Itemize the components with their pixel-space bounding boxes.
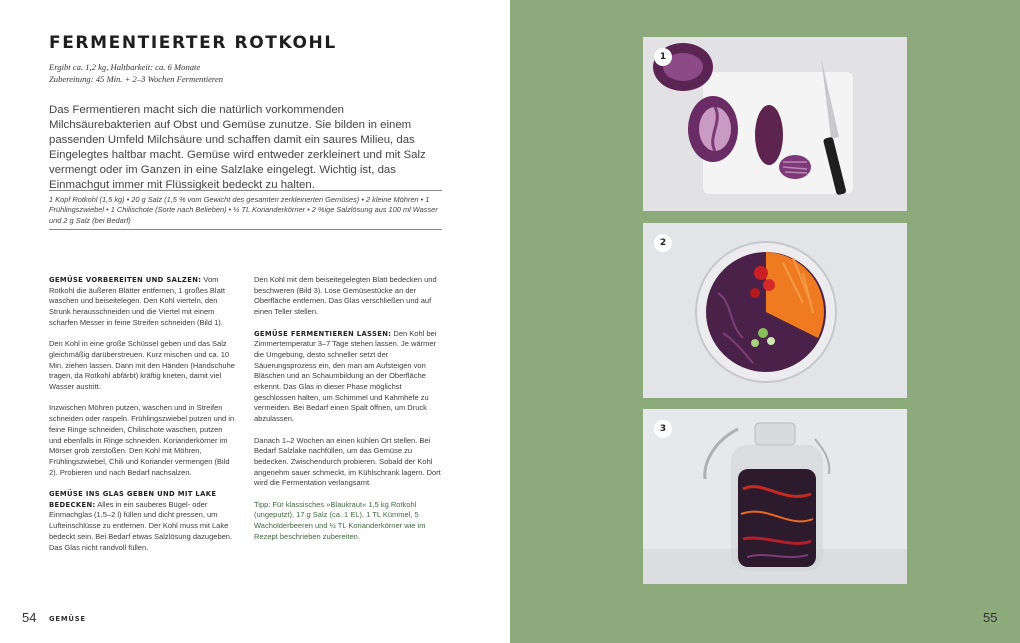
step-knead: Den Kohl in eine große Schüssel geben und das Salz gleichmäßig darüberstreuen. Kurz mischen und ca. 10 Min. ziehen lassen. Dann mit den Händen (Handschuhe tragen, da Rotkohl abfärbt) kräftig kneten, damit viel Wasser austritt.	[49, 339, 235, 392]
recipe-title: FERMENTIERTER ROTKOHL	[49, 33, 337, 53]
fermentation-jar-image	[643, 409, 907, 584]
instructions-column-1	[49, 275, 237, 564]
step-cover: Den Kohl mit dem beiseitegelegten Blatt bedecken und beschweren (Bild 3). Lose Gemüsestücke an der Oberfläche entfernen. Das Glas verschließen und auf einen Teller stellen.	[254, 275, 437, 317]
yield-shelf-life: Ergibt ca. 1,2 kg, Haltbarkeit: ca. 6 Monate	[49, 62, 201, 72]
step-vegetables: Inzwischen Möhren putzen, waschen und in Streifen schneiden oder raspeln. Frühlingszwiebel putzen und in feine Ringe schneiden, Chilischote waschen, putzen und ebenfalls in Ringe schneiden. Korianderkörner im Mörser grob zerstoßen. Den Kohl mit Möhren, Frühlingszwiebel, Chili und Koriander vermengen (Bild 2). Probieren und nach Bedarf nachsalzen.	[49, 403, 235, 477]
photo-badge-3: 3	[654, 420, 672, 438]
instructions-column-2	[254, 275, 442, 553]
recipe-meta	[49, 62, 449, 85]
photo-mixed-vegetables	[643, 223, 907, 398]
photo-jar	[643, 409, 907, 584]
step-ferment	[254, 329, 442, 425]
vegetable-bowl-image	[643, 223, 907, 398]
photo-badge-1: 1	[654, 48, 672, 66]
tip-box: Tipp: Für klassisches »Blaukraut« 1,5 kg Rotkohl (ungeputzt), 17 g Salz (ca. 1 EL), 1 TL Kümmel, 5 Wacholderbeeren und ½ TL Korianderkörner wie im Rezept beschrieben zubereiten.	[254, 499, 426, 541]
page-number-right: 55	[983, 610, 998, 625]
photo-badge-2: 2	[654, 234, 672, 252]
step-text: Den Kohl bei Zimmertemperatur 3–7 Tage stehen lassen. Je wärmer die Umgebung, desto schneller setzt der Säuerungsprozess ein, den man am Aufsteigen von Bläschen und an Schaumbildung an der Oberfläche erkennt. Das Glas in dieser Phase möglichst geschlossen halten, um Schimmel und Kahmhefe zu vermeiden. Bei Bedarf einen Spalt öffnen, um Druck abzulassen.	[254, 328, 437, 424]
ingredients-list: 1 Kopf Rotkohl (1,5 kg) • 20 g Salz (1,5 % vom Gewicht des gesamten zerkleinerten Gemüses) • 2 kleine Möhren • 1 Frühlingszwiebel • 1 Chilischote (Sorte nach Belieben) • ½ TL Korianderkörner • 2 %ige Salzlösung aus 100 ml Wasser und 2 g Salz (bei Bedarf)	[49, 190, 442, 230]
step-heading: GEMÜSE FERMENTIEREN LASSEN:	[254, 329, 392, 338]
step-text: Alles in ein sauberes Bügel- oder Einmachglas (1,5–2 l) füllen und dicht pressen, um Lufteinschlüsse zu entfernen. Der Kohl muss mit Lake bedeckt sein. Bei Bedarf etwas Salzlösung dazugeben. Das Glas nicht randvoll füllen.	[49, 499, 233, 552]
step-fill-jar	[49, 489, 237, 553]
step-cool: Danach 1–2 Wochen an einen kühlen Ort stellen. Bei Bedarf Salzlake nachfüllen, um das Gemüse zu bedecken. Zwischendurch probieren. Sobald der Kohl angenehm sauer schmeckt, im Kühlschrank lagern. Dort wird die Fermentation verlangsamt.	[254, 435, 441, 488]
step-heading: GEMÜSE VORBEREITEN UND SALZEN:	[49, 276, 202, 284]
intro-paragraph: Das Fermentieren macht sich die natürlich vorkommenden Milchsäurebakterien auf Obst und Gemüse zunutze. Sie bilden in einem passenden Umfeld Milchsäure und schaffen damit ein saures Milieu, das Eingelegtes haltbar macht. Gemüse wird entweder zerkleinert und mit Salz vermengt oder im Ganzen in eine Salzlake eingelegt. Wichtig ist, das Einmachgut immer mit Flüssigkeit bedeckt zu halten.	[49, 104, 426, 191]
cabbage-cutting-image	[643, 37, 907, 211]
step-prepare-salt	[49, 275, 237, 329]
preparation-time: Zubereitung: 45 Min. + 2–3 Wochen Fermentieren	[49, 73, 224, 84]
section-label: GEMÜSE	[49, 615, 86, 623]
page-number-left: 54	[22, 610, 37, 625]
photo-cut-cabbage	[643, 37, 907, 211]
step-text: Vom Rotkohl die äußeren Blätter entfernen, 1 großes Blatt waschen und beiseitelegen. Den Kohl vierteln, den Strunk herausschneiden und die Viertel mit einem scharfen Messer in feine Streifen schneiden (Bild 1).	[49, 275, 225, 327]
step-heading: GEMÜSE INS GLAS GEBEN UND MIT LAKE BEDECKEN:	[49, 490, 217, 509]
